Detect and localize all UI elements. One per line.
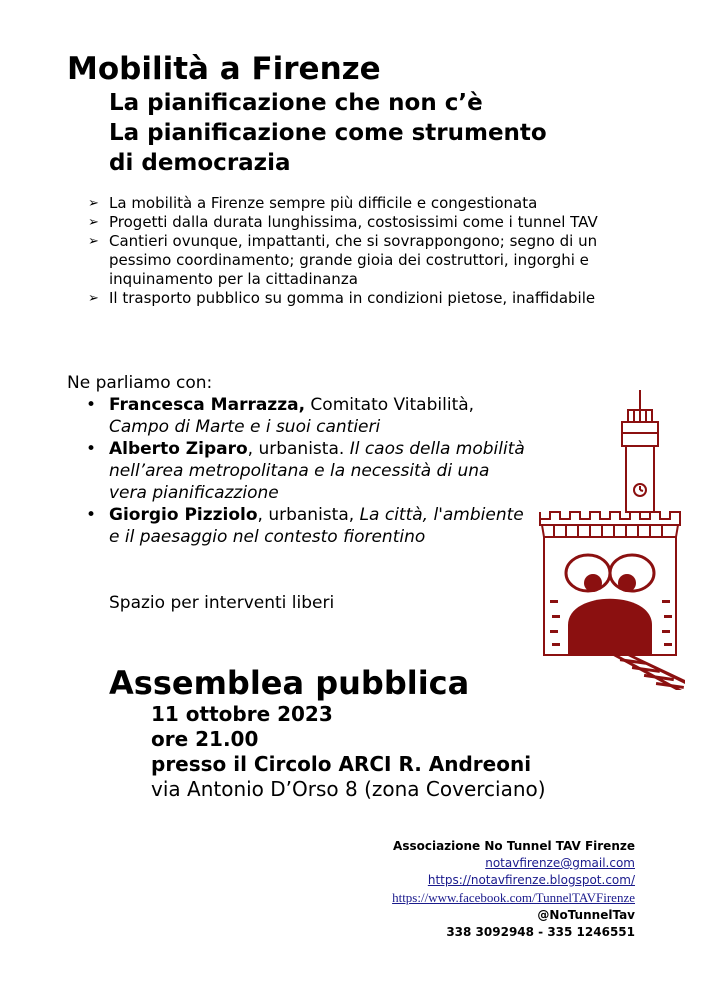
event-place: presso il Circolo ARCI R. Andreoni: [151, 752, 532, 776]
list-item: ➢ Progetti dalla durata lunghissima, costosissimi come i tunnel TAV: [88, 213, 598, 231]
dot-bullet-icon: •: [86, 439, 97, 459]
arrow-bullet-icon: ➢: [88, 215, 99, 230]
list-item: ➢ Il trasporto pubblico su gomma in condizioni pietose, inaffidabile: [88, 289, 596, 307]
speaker-role: , urbanista.: [247, 439, 350, 459]
event-date: 11 ottobre 2023: [151, 702, 333, 726]
speaker-name: Alberto Ziparo: [109, 439, 248, 459]
dot-bullet-icon: •: [86, 395, 97, 415]
speaker-topic: Il caos della mobilità nell’area metropolitana e la necessità di una vera pianificazzione: [109, 439, 525, 503]
contacts: [392, 838, 635, 941]
dot-bullet-icon: •: [86, 505, 97, 525]
speaker-item: [86, 394, 526, 438]
speakers-intro: Ne parliamo con:: [67, 373, 213, 393]
speaker-role: , urbanista,: [257, 505, 360, 525]
event-address: via Antonio D’Orso 8 (zona Coverciano): [151, 777, 546, 801]
speaker-role: Comitato Vitabilità,: [305, 395, 475, 415]
facebook-link[interactable]: https://www.facebook.com/TunnelTAVFirenze: [392, 890, 635, 905]
subtitle: [109, 88, 547, 178]
list-item: ➢ Cantieri ovunque, impattanti, che si sovrappongono; segno di un pessimo coordinamento; grande gioia dei costruttori, ingorghi e inquinamento per la cittadinanza: [88, 232, 598, 288]
event-details: [151, 702, 546, 802]
tower-tunnel-mascot-icon: [530, 385, 685, 695]
list-item: ➢ La mobilità a Firenze sempre più difficile e congestionata: [88, 194, 538, 212]
subtitle-line-2: La pianificazione come strumento: [109, 120, 547, 146]
arrow-bullet-icon: ➢: [88, 291, 99, 306]
speaker-name: Giorgio Pizziolo: [109, 505, 258, 525]
event-time: ore 21.00: [151, 727, 259, 751]
assembly-heading: Assemblea pubblica: [109, 664, 470, 702]
subtitle-line-3: di democrazia: [109, 150, 291, 176]
speaker-topic: La città, l'ambiente e il paesaggio nel contesto fiorentino: [109, 505, 524, 547]
subtitle-line-1: La pianificazione che non c’è: [109, 90, 483, 116]
speaker-topic: Campo di Marte e i suoi cantieri: [109, 417, 381, 437]
speaker-name: Francesca Marrazza,: [109, 395, 306, 415]
page-title: Mobilità a Firenze: [67, 51, 381, 87]
blog-link[interactable]: https://notavfirenze.blogspot.com/: [427, 873, 635, 887]
arrow-bullet-icon: ➢: [88, 234, 99, 249]
social-handle: @NoTunnelTav: [537, 908, 635, 922]
org-name: Associazione No Tunnel TAV Firenze: [393, 839, 635, 853]
speakers-list: [86, 394, 526, 548]
speaker-item: [86, 504, 526, 548]
speaker-item: [86, 438, 526, 504]
open-floor-note: Spazio per interventi liberi: [109, 593, 335, 613]
phone-numbers: 338 3092948 - 335 1246551: [446, 925, 635, 939]
email-link[interactable]: notavfirenze@gmail.com: [485, 856, 635, 870]
arrow-bullet-icon: ➢: [88, 196, 99, 211]
issues-list: [88, 194, 628, 308]
